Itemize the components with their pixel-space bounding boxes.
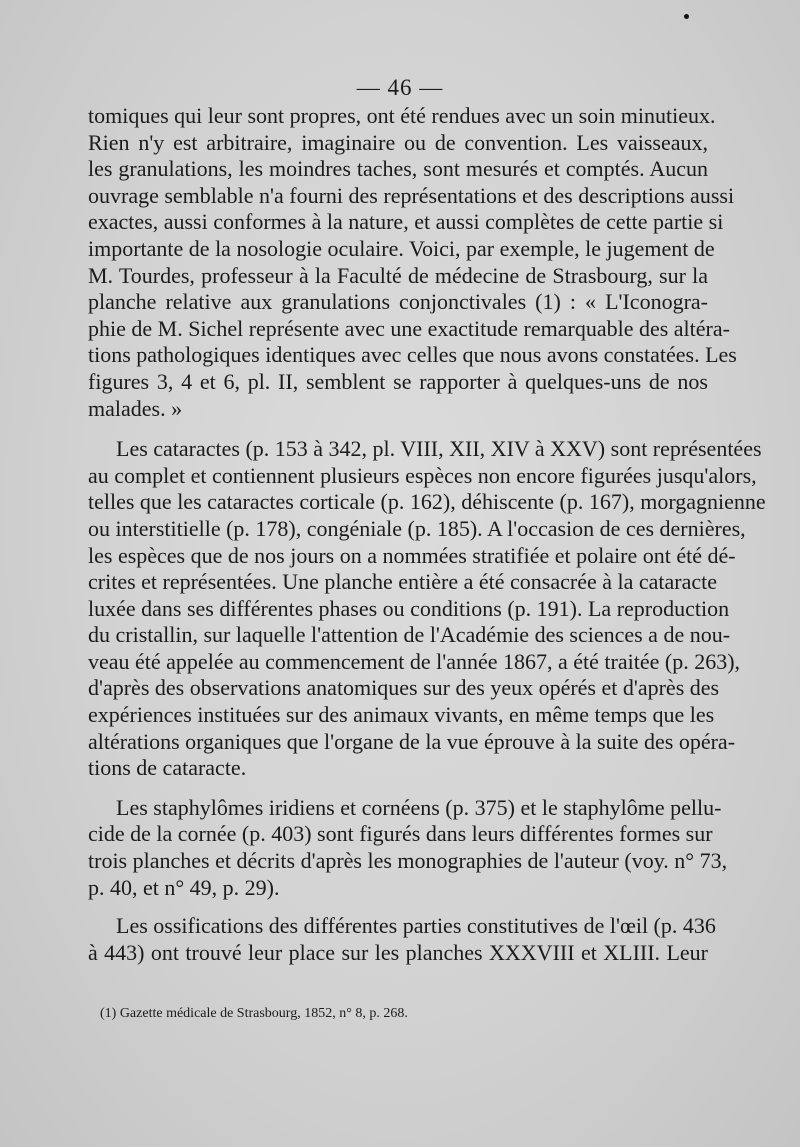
- paragraph-intro: [88, 103, 737, 422]
- text-line: veau été appelée au commencement de l'année 1867, a été traitée (p. 263),: [88, 648, 741, 674]
- text-line: telles que les cataractes corticale (p. 162), déhiscente (p. 167), morgagnienne: [88, 489, 766, 515]
- paragraph-ossifications: [88, 913, 716, 966]
- paragraph-cataractes: [88, 436, 766, 782]
- text-line: les espèces que de nos jours on a nommées stratifiée et polaire ont été dé-: [88, 542, 736, 568]
- text-line: altérations organiques que l'organe de la vue éprouve à la suite des opéra-: [88, 728, 736, 754]
- text-line: figures 3, 4 et 6, pl. II, semblent se rapporter à quelques-uns de nos: [88, 368, 708, 394]
- text-line: expériences instituées sur des animaux vivants, en même temps que les: [88, 702, 715, 728]
- text-line: à 443) ont trouvé leur place sur les planches XXXVIII et XLIII. Leur: [88, 939, 708, 965]
- text-line: ouvrage semblable n'a fourni des représentations et des descriptions aussi: [88, 182, 735, 208]
- text-line: phie de M. Sichel représente avec une exactitude remarquable des altéra-: [88, 315, 730, 341]
- text-line: luxée dans ses différentes phases ou conditions (p. 191). La reproduction: [88, 595, 730, 621]
- text-line: les granulations, les moindres taches, sont mesurés et comptés. Aucun: [88, 156, 708, 182]
- text-line: Les ossifications des différentes parties constitutives de l'œil (p. 436: [116, 913, 716, 939]
- paragraph-staphylomes: [88, 794, 728, 901]
- ink-speck: [684, 14, 689, 19]
- text-line: au complet et contiennent plusieurs espèces non encore figurées jusqu'alors,: [88, 462, 757, 488]
- text-line: tions pathologiques identiques avec celles que nous avons constatées. Les: [88, 342, 737, 368]
- text-line: p. 40, et n° 49, p. 29).: [88, 874, 280, 900]
- text-line: trois planches et décrits d'après les monographies de l'auteur (voy. n° 73,: [88, 848, 728, 874]
- footnote: (1) Gazette médicale de Strasbourg, 1852, n° 8, p. 268.: [100, 1006, 408, 1021]
- text-line: Les staphylômes iridiens et cornéens (p. 375) et le staphylôme pellu-: [116, 794, 722, 820]
- text-line: cide de la cornée (p. 403) sont figurés dans leurs différentes formes sur: [88, 821, 713, 847]
- text-line: tions de cataracte.: [88, 755, 247, 781]
- text-line: M. Tourdes, professeur à la Faculté de médecine de Strasbourg, sur la: [88, 262, 708, 288]
- body-text: [88, 103, 766, 966]
- page-number: — 46 —: [356, 75, 444, 100]
- text-line: exactes, aussi conformes à la nature, et aussi complètes de cette partie si: [88, 209, 724, 235]
- text-line: du cristallin, sur laquelle l'attention de l'Académie des sciences a de nou-: [88, 622, 731, 648]
- text-line: d'après des observations anatomiques sur des yeux opérés et d'après des: [88, 675, 720, 701]
- text-line: ou interstitielle (p. 178), congéniale (p. 185). A l'occasion de ces dernières,: [88, 515, 746, 541]
- text-line: importante de la nosologie oculaire. Voici, par exemple, le jugement de: [88, 235, 715, 261]
- text-line: crites et représentées. Une planche entière a été consacrée à la cataracte: [88, 569, 718, 595]
- text-line: Les cataractes (p. 153 à 342, pl. VIII, XII, XIV à XXV) sont représentées: [116, 436, 762, 462]
- text-line: malades. »: [88, 395, 183, 421]
- text-line: Rien n'y est arbitraire, imaginaire ou de convention. Les vaisseaux,: [88, 129, 708, 155]
- text-line: tomiques qui leur sont propres, ont été rendues avec un soin minutieux.: [88, 103, 716, 128]
- text-line: planche relative aux granulations conjonctivales (1) : « L'Iconogra-: [88, 289, 708, 315]
